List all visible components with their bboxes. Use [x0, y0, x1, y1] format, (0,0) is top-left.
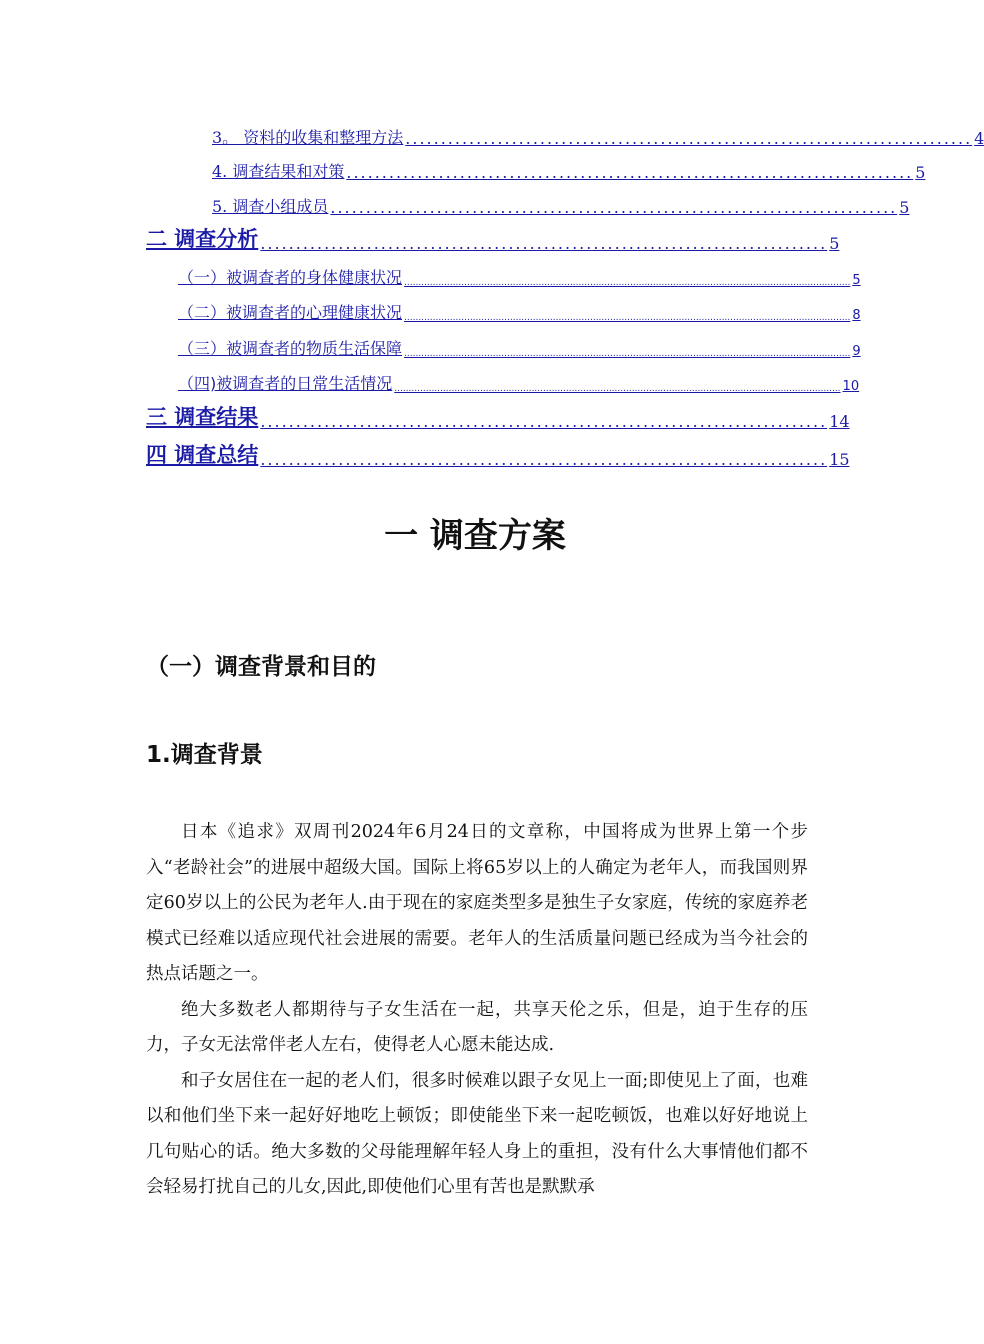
heading-background-purpose: （一）调查背景和目的 [146, 654, 376, 680]
toc-item-results-measures[interactable] [212, 160, 926, 182]
toc-leader: ................................................................................ [330, 198, 898, 217]
paragraph: 绝大多数老人都期待与子女生活在一起，共享天伦之乐，但是，迫于生存的压力，子女无法常伴老人左右，使得老人心愿未能达成. [146, 999, 808, 1055]
toc-section-title: （三）被调查者的物质生活保障 [178, 339, 403, 358]
toc-item-title: 3。 资料的收集和整理方法 [212, 128, 404, 147]
toc-page-number: 4 [974, 129, 984, 148]
body-text [146, 815, 808, 1206]
toc-section-mental-health[interactable] [178, 301, 861, 323]
toc-page-number: 5 [829, 234, 840, 253]
toc-section-daily-life[interactable] [178, 372, 860, 394]
paragraph: 和子女居住在一起的老人们，很多时候难以跟子女见上一面;即使见上了面，也难以和他们坐下来一起好好地吃上顿饭；即使能坐下来一起吃顿饭，也难以好好地说上几句贴心的话。绝大多数的父母能理解年轻人身上的重担，没有什么大事情他们都不会轻易打扰自己的儿女,因此,即使他们心里有苦也是默默承 [146, 1070, 808, 1197]
toc-section-title: （一）被调查者的身体健康状况 [178, 268, 403, 287]
toc-item-title: 5. 调查小组成员 [212, 197, 329, 216]
toc-leader: ................................................................................ [260, 450, 828, 469]
heading-survey-plan: 一 调查方案 [384, 516, 566, 556]
toc-section-title: （二）被调查者的心理健康状况 [178, 303, 403, 322]
toc-section-material-security[interactable] [178, 337, 861, 359]
toc-leader: ............................................................................................................................................................ [404, 278, 851, 288]
toc-item-data-collection[interactable] [212, 126, 984, 148]
toc-chapter-title: 二 调查分析 [146, 226, 259, 251]
toc-leader: ................................................................................ [260, 412, 828, 431]
toc-leader: ............................................................................................................................................................ [404, 313, 851, 323]
toc-page-number: 10 [842, 379, 860, 394]
toc-section-title: （四)被调查者的日常生活情况 [178, 374, 393, 393]
toc-chapter-results[interactable] [146, 403, 850, 431]
heading-survey-background: 1.调查背景 [146, 742, 263, 768]
paragraph: 日本《追求》双周刊2024年6月24日的文章称，中国将成为世界上第一个步入“老龄社会”的进展中超级大国。国际上将65岁以上的人确定为老年人，而我国则界定60岁以上的公民为老年人.由于现在的家庭类型多是独生子女家庭，传统的家庭养老模式已经难以适应现代社会进展的需要。老年人的生活质量问题已经成为当今社会的热点话题之一。 [146, 822, 808, 984]
toc-chapter-summary[interactable] [146, 441, 850, 469]
toc-chapter-title: 四 调查总结 [146, 442, 259, 467]
toc-section-physical-health[interactable] [178, 266, 861, 288]
toc-item-team-members[interactable] [212, 195, 910, 217]
toc-page-number: 5 [915, 163, 926, 182]
toc-leader: ............................................................................................................................................................ [404, 349, 851, 359]
toc-page-number: 15 [829, 450, 850, 469]
toc-page-number: 14 [829, 412, 850, 431]
toc-page-number: 5 [852, 273, 861, 288]
toc-page-number: 9 [852, 344, 861, 359]
toc-leader: ............................................................................................................................................................ [394, 384, 841, 394]
toc-chapter-analysis[interactable] [146, 225, 840, 253]
toc-leader: ................................................................................ [260, 234, 828, 253]
toc-chapter-title: 三 调查结果 [146, 404, 259, 429]
toc-item-title: 4. 调查结果和对策 [212, 162, 345, 181]
toc-page-number: 5 [899, 198, 910, 217]
toc-page-number: 8 [852, 308, 861, 323]
toc-leader: ................................................................................ [346, 163, 914, 182]
toc-leader: ................................................................................ [405, 129, 973, 148]
